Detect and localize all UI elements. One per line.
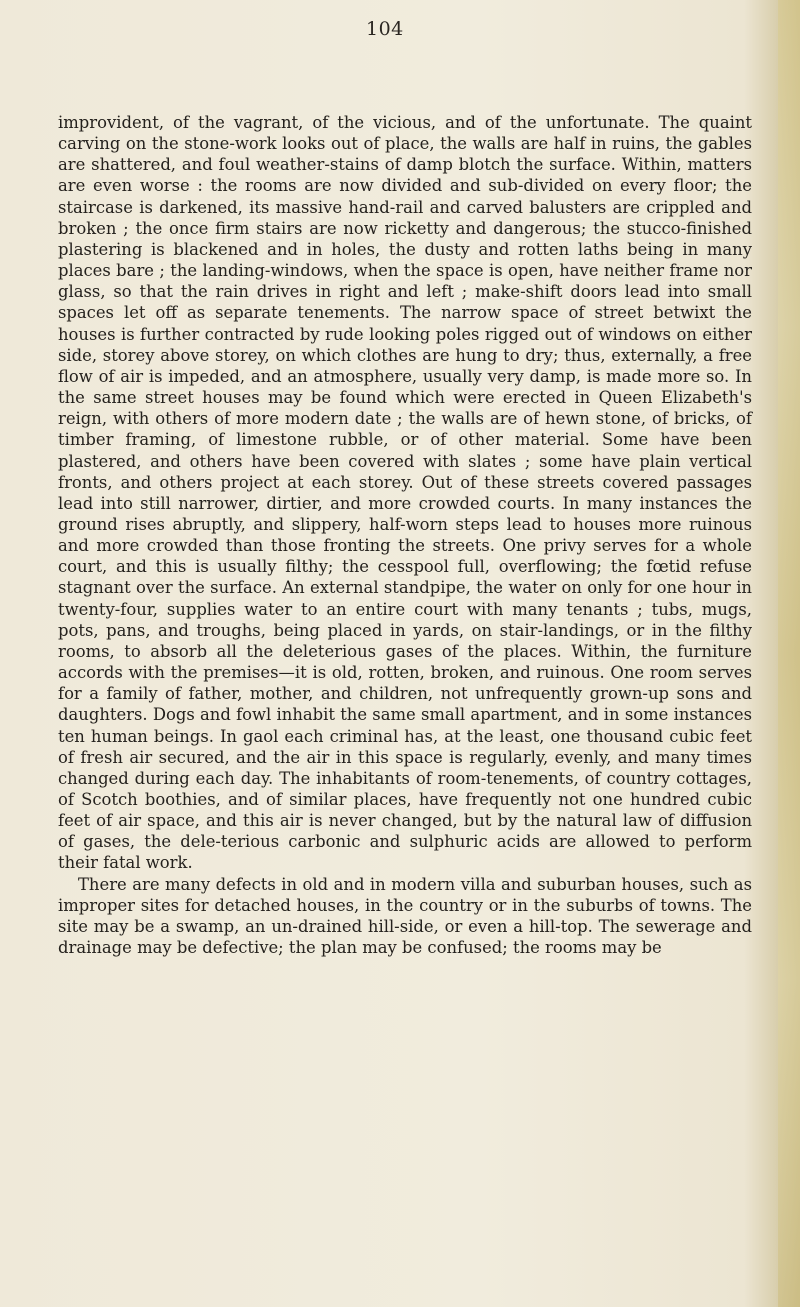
body-text (58, 112, 752, 958)
paragraph-defects: There are many defects in old and in modern villa and suburban houses, such as improper sites for detached houses, in the country or in the suburbs of towns. The site may be a swamp, an un-drained hill-side, or even a hill-top. The sewerage and drainage may be defective; the plan may be confused; the rooms may be (58, 874, 752, 958)
paragraph-continued: improvident, of the vagrant, of the vicious, and of the unfortunate. The quaint carving on the stone-work looks out of place, the walls are half in ruins, the gables are shattered, and foul weather-stains of damp blotch the surface. Within, matters are even worse : the rooms are now divided and sub-divided on every floor; the staircase is darkened, its massive hand-rail and carved balusters are crippled and broken ; the once firm stairs are now ricketty and dangerous; the stucco-finished plastering is blackened and in holes, the dusty and rotten laths being in many places bare ; the landing-windows, when the space is open, have neither frame nor glass, so that the rain drives in right and left ; make-shift doors lead into small spaces let off as separate tenements. The narrow space of street betwixt the houses is further contracted by rude looking poles rigged out of windows on either side, storey above storey, on which clothes are hung to dry; thus, externally, a free flow of air is impeded, and an atmosphere, usually very damp, is made more so. In the same street houses may be found which were erected in Queen Elizabeth's reign, with others of more modern date ; the walls are of hewn stone, of bricks, of timber framing, of limestone rubble, or of other material. Some have been plastered, and others have been covered with slates ; some have plain vertical fronts, and others project at each storey. Out of these streets covered passages lead into still narrower, dirtier, and more crowded courts. In many instances the ground rises abruptly, and slippery, half-worn steps lead to houses more ruinous and more crowded than those fronting the streets. One privy serves for a whole court, and this is usually filthy; the cesspool full, overflowing; the fœtid refuse stagnant over the surface. An external standpipe, the water on only for one hour in twenty-four, supplies water to an entire court with many tenants ; tubs, mugs, pots, pans, and troughs, being placed in yards, on stair-landings, or in the filthy rooms, to absorb all the deleterious gases of the places. Within, the furniture accords with the premises—it is old, rotten, broken, and ruinous. One room serves for a family of father, mother, and children, not unfrequently grown-up sons and daughters. Dogs and fowl inhabit the same small apartment, and in some instances ten human beings. In gaol each criminal has, at the least, one thousand cubic feet of fresh air secured, and the air in this space is regularly, evenly, and many times changed during each day. The inhabitants of room-tenements, of country cottages, of Scotch boothies, and of similar places, have frequently not one hundred cubic feet of air space, and this air is never changed, but by the natural law of diffusion of gases, the dele-terious carbonic and sulphuric acids are allowed to perform their fatal work. (58, 113, 752, 873)
page-edge-stain (778, 0, 800, 1307)
page-number: 104 (366, 18, 404, 40)
